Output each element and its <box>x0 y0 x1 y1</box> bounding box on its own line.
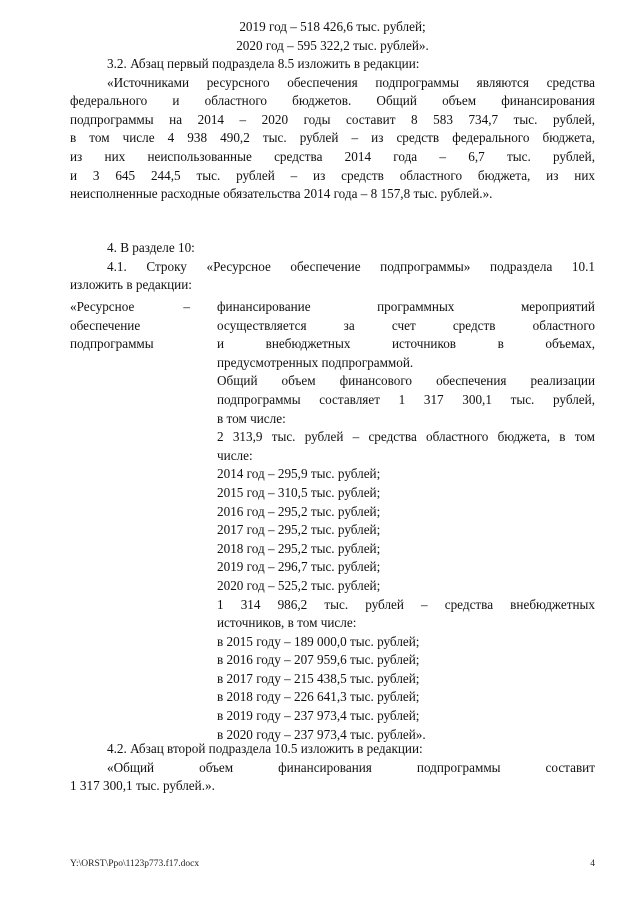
section-4-2 <box>70 740 595 796</box>
value-line: в 2019 году – 237 973,4 тыс. рублей; <box>217 708 420 724</box>
continuation-block <box>70 18 595 55</box>
section-3-2 <box>70 55 595 204</box>
value-line: в том числе: <box>217 410 286 426</box>
value-line: 2014 год – 295,9 тыс. рублей; <box>217 466 381 482</box>
value-line: 2016 год – 295,2 тыс. рублей; <box>217 503 381 519</box>
section-3-2-line: неисполненные расходные обязательства 2014 года – 8 157,8 тыс. рублей.». <box>70 186 493 202</box>
section-3-2-heading: 3.2. Абзац первый подраздела 8.5 изложить в редакции: <box>107 56 420 71</box>
value-line: числе: <box>217 447 253 463</box>
value-line: 2019 год – 296,7 тыс. рублей; <box>217 559 381 575</box>
value-line: подпрограммы составляет 1 317 300,1 тыс. рублей, <box>217 391 595 407</box>
label-line: подпрограммы <box>70 336 154 352</box>
value-line: в 2016 году – 207 959,6 тыс. рублей; <box>217 652 420 668</box>
section-4-heading: 4. В разделе 10: <box>107 240 195 255</box>
section-4-2-heading: 4.2. Абзац второй подраздела 10.5 изложить в редакции: <box>107 741 423 756</box>
value-line: финансирование программных мероприятий <box>217 299 595 314</box>
section-4-2-line: 1 317 300,1 тыс. рублей.». <box>70 778 215 794</box>
section-4-2-line: «Общий объем финансирования подпрограммы составит <box>107 759 595 775</box>
value-line: 2 313,9 тыс. рублей – средства областного бюджета, в том <box>217 429 595 445</box>
year-2020-line: 2020 год – 595 322,2 тыс. рублей». <box>236 37 429 53</box>
value-line: осуществляется за счет средств областного <box>217 317 595 333</box>
section-3-2-line: «Источниками ресурсного обеспечения подпрограммы являются средства <box>107 74 595 90</box>
value-line: в 2018 году – 226 641,3 тыс. рублей; <box>217 689 420 705</box>
value-line: 1 314 986,2 тыс. рублей – средства внебюджетных <box>217 596 595 612</box>
value-line: в 2020 году – 237 973,4 тыс. рублей». <box>217 726 426 742</box>
value-line: в 2017 году – 215 438,5 тыс. рублей; <box>217 670 420 686</box>
section-3-2-line: из них неиспользованные средства 2014 года – 6,7 тыс. рублей, <box>70 148 595 164</box>
value-line: предусмотренных подпрограммой. <box>217 354 414 370</box>
resource-table-value <box>217 298 595 744</box>
value-line: в 2015 году – 189 000,0 тыс. рублей; <box>217 633 420 649</box>
resource-table-label <box>70 298 190 354</box>
value-line: 2018 год – 295,2 тыс. рублей; <box>217 540 381 556</box>
section-3-2-line: и 3 645 244,5 тыс. рублей – из средств областного бюджета, из них <box>70 167 595 183</box>
section-3-2-line: федерального и областного бюджетов. Общий объем финансирования <box>70 93 595 109</box>
year-2019-line: 2019 год – 518 426,6 тыс. рублей; <box>239 19 426 34</box>
section-3-2-line: в том числе 4 938 490,2 тыс. рублей – из средств федерального бюджета, <box>70 130 595 146</box>
label-line: «Ресурсное – <box>70 299 190 314</box>
section-4-1-line: изложить в редакции: <box>70 277 192 293</box>
section-4 <box>70 239 595 295</box>
value-line: источников, в том числе: <box>217 615 357 631</box>
label-line: обеспечение <box>70 317 141 333</box>
section-3-2-line: подпрограммы на 2014 – 2020 годы составит 8 583 734,7 тыс. рублей, <box>70 111 595 127</box>
section-4-1-line: 4.1. Строку «Ресурсное обеспечение подпрограммы» подраздела 10.1 <box>107 258 595 274</box>
value-line: Общий объем финансового обеспечения реализации <box>217 373 595 389</box>
page-number: 4 <box>590 859 595 869</box>
value-line: 2020 год – 525,2 тыс. рублей; <box>217 577 381 593</box>
file-path: Y:\ORST\Ppo\1123p773.f17.docx <box>70 859 200 869</box>
value-line: 2017 год – 295,2 тыс. рублей; <box>217 522 381 538</box>
value-line: и внебюджетных источников в объемах, <box>217 336 595 352</box>
value-line: 2015 год – 310,5 тыс. рублей; <box>217 484 381 500</box>
